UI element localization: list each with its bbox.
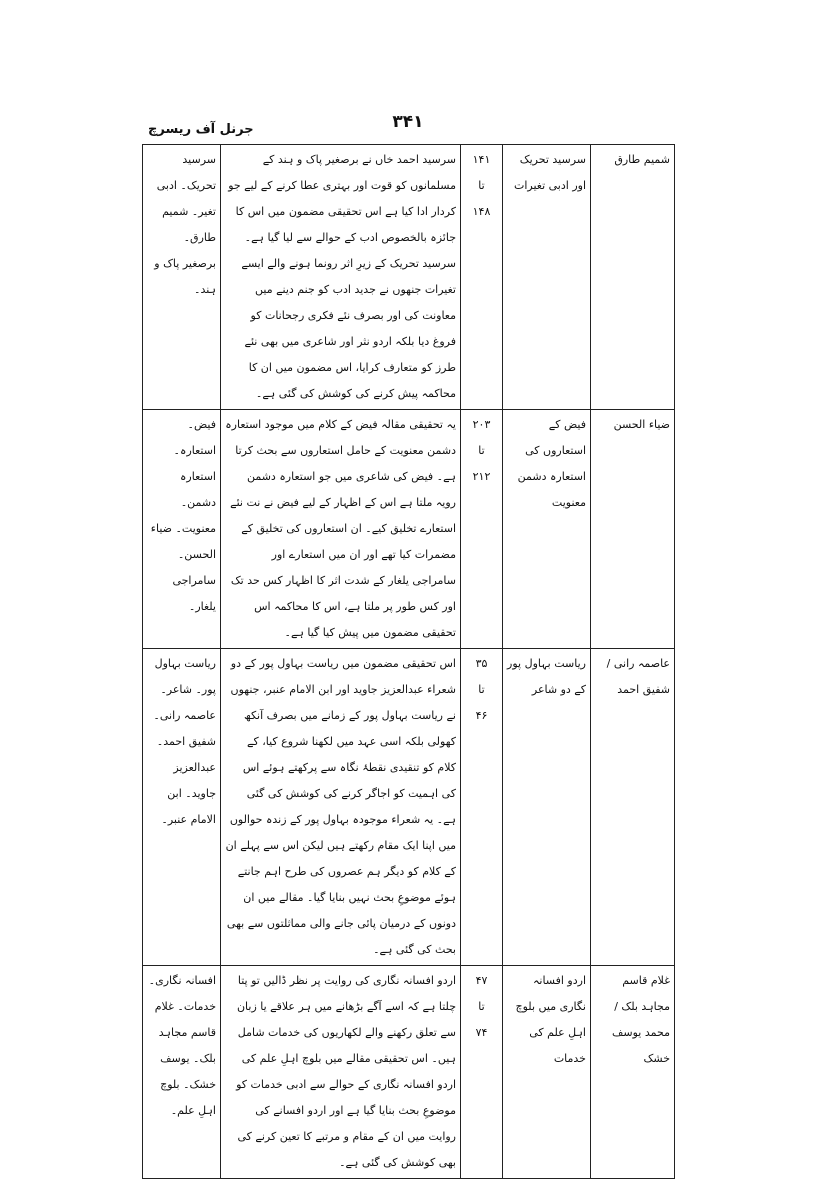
keywords-cell: سرسید تحریک۔ ادبی تغیر۔ شمیم طارق۔ برصغیر پاک و ہند۔ <box>143 145 221 410</box>
title-cell: ریاست بہاول پور کے دو شاعر <box>503 649 591 966</box>
author-cell: ضیاء الحسن <box>591 410 675 649</box>
pages-cell <box>461 145 503 410</box>
abstract-cell: یہ تحقیقی مقالہ فیض کے کلام میں موجود استعارہ دشمن معنویت کے حامل استعاروں سے بحث کرتا ہے۔ فیض کی شاعری میں جو استعارہ دشمن رویہ ملتا ہے اس کے اظہار کے لیے فیض نے نت نئے استعارے تخلیق کیے۔ ان استعاروں کی تخلیق کے مضمرات کیا تھے اور ان میں استعارے اور سامراجی یلغار کے شدت اثر کا اظہار کس حد تک اور کس طور پر ملتا ہے، اس کا محاکمہ اس تحقیقی مضمون میں پیش کیا گیا ہے۔ <box>221 410 461 649</box>
author-cell: عاصمہ رانی / شفیق احمد <box>591 649 675 966</box>
table-row <box>143 145 675 410</box>
page-separator: تا <box>478 1000 485 1013</box>
table-row <box>143 649 675 966</box>
page-from: ۳۵ <box>475 657 488 670</box>
table-row <box>143 966 675 1179</box>
keywords-cell: ریاست بہاول پور۔ شاعر۔ عاصمہ رانی۔ شفیق احمد۔ عبدالعزیز جاوید۔ ابن الامام عنبر۔ <box>143 649 221 966</box>
page-from: ۱۴۱ <box>472 153 491 166</box>
page-from: ۴۷ <box>475 974 488 987</box>
article-index-table <box>142 144 675 1179</box>
page-separator: تا <box>478 179 485 192</box>
abstract-cell: سرسید احمد خاں نے برصغیر پاک و ہند کے مسلمانوں کو قوت اور بہتری عطا کرنے کے لیے جو کردار ادا کیا ہے اس تحقیقی مضمون میں اس کا جائزہ بالخصوص ادب کے حوالے سے لیا گیا ہے۔ سرسید تحریک کے زیرِ اثر رونما ہونے والے ایسے تغیرات جنھوں نے جدید ادب کو جنم دینے میں معاونت کی اور بصرف نئے فکری رجحانات کو فروغ دیا بلکہ اردو نثر اور شاعری میں بھی نئے طرز کو متعارف کرایا، اس مضمون میں ان کا محاکمہ پیش کرنے کی کوشش کی گئی ہے۔ <box>221 145 461 410</box>
pages-cell <box>461 966 503 1179</box>
abstract-cell: اس تحقیقی مضمون میں ریاست بہاول پور کے دو شعراء عبدالعزیز جاوید اور ابن الامام عنبر، جنھوں نے ریاست بہاول پور کے زمانے میں بصرف آنکھ کھولی بلکہ اسی عہد میں لکھنا شروع کیا، کے کلام کو تنقیدی نقطۂ نگاہ سے پرکھتے ہوئے اس کی اہمیت کو اجاگر کرنے کی کوشش کی گئی ہے۔ یہ شعراء موجودہ بہاول پور کے زندہ حوالوں میں اپنا ایک مقام رکھتے ہیں لیکن اس سے پہلے ان کے کلام کو دیگر ہم عصروں کی طرح اہم جانتے ہوئے موضوعِ بحث نہیں بنایا گیا۔ مقالے میں ان دونوں کے درمیان پائی جانے والی مماثلتوں سے بھی بحث کی گئی ہے۔ <box>221 649 461 966</box>
page-from: ۲۰۳ <box>472 418 491 431</box>
author-cell: غلام قاسم مجاہد بلک / محمد یوسف خشک <box>591 966 675 1179</box>
page-number: ۳۴۱ <box>392 112 424 132</box>
pages-cell <box>461 649 503 966</box>
keywords-cell: فیض۔ استعارہ۔ استعارہ دشمن۔ معنویت۔ ضیاء الحسن۔ سامراجی یلغار۔ <box>143 410 221 649</box>
title-cell: اردو افسانہ نگاری میں بلوچ اہلِ علم کی خدمات <box>503 966 591 1179</box>
keywords-cell: افسانہ نگاری۔ خدمات۔ غلام قاسم مجاہد بلک۔ یوسف خشک۔ بلوچ اہلِ علم۔ <box>143 966 221 1179</box>
page-to: ۱۴۸ <box>472 205 491 218</box>
title-cell: سرسید تحریک اور ادبی تغیرات <box>503 145 591 410</box>
page-to: ۴۶ <box>475 709 488 722</box>
page-to: ۲۱۲ <box>472 470 491 483</box>
author-cell: شمیم طارق <box>591 145 675 410</box>
title-cell: فیض کے استعاروں کی استعارہ دشمن معنویت <box>503 410 591 649</box>
abstract-cell: اردو افسانہ نگاری کی روایت پر نظر ڈالیں تو پتا چلتا ہے کہ اسے آگے بڑھانے میں ہر علاقے یا زبان سے تعلق رکھنے والے لکھاریوں کی خدمات شامل ہیں۔ اس تحقیقی مقالے میں بلوچ اہلِ علم کی اردو افسانہ نگاری کے حوالے سے ادبی خدمات کو موضوعِ بحث بنایا گیا ہے اور اردو افسانے کی روایت میں ان کے مقام و مرتبے کا تعین کرنے کی بھی کوشش کی گئی ہے۔ <box>221 966 461 1179</box>
page-to: ۷۴ <box>475 1026 488 1039</box>
page-separator: تا <box>478 683 485 696</box>
pages-cell <box>461 410 503 649</box>
page-separator: تا <box>478 444 485 457</box>
journal-title: جرنل آف ریسرچ <box>148 122 254 137</box>
table-row <box>143 410 675 649</box>
